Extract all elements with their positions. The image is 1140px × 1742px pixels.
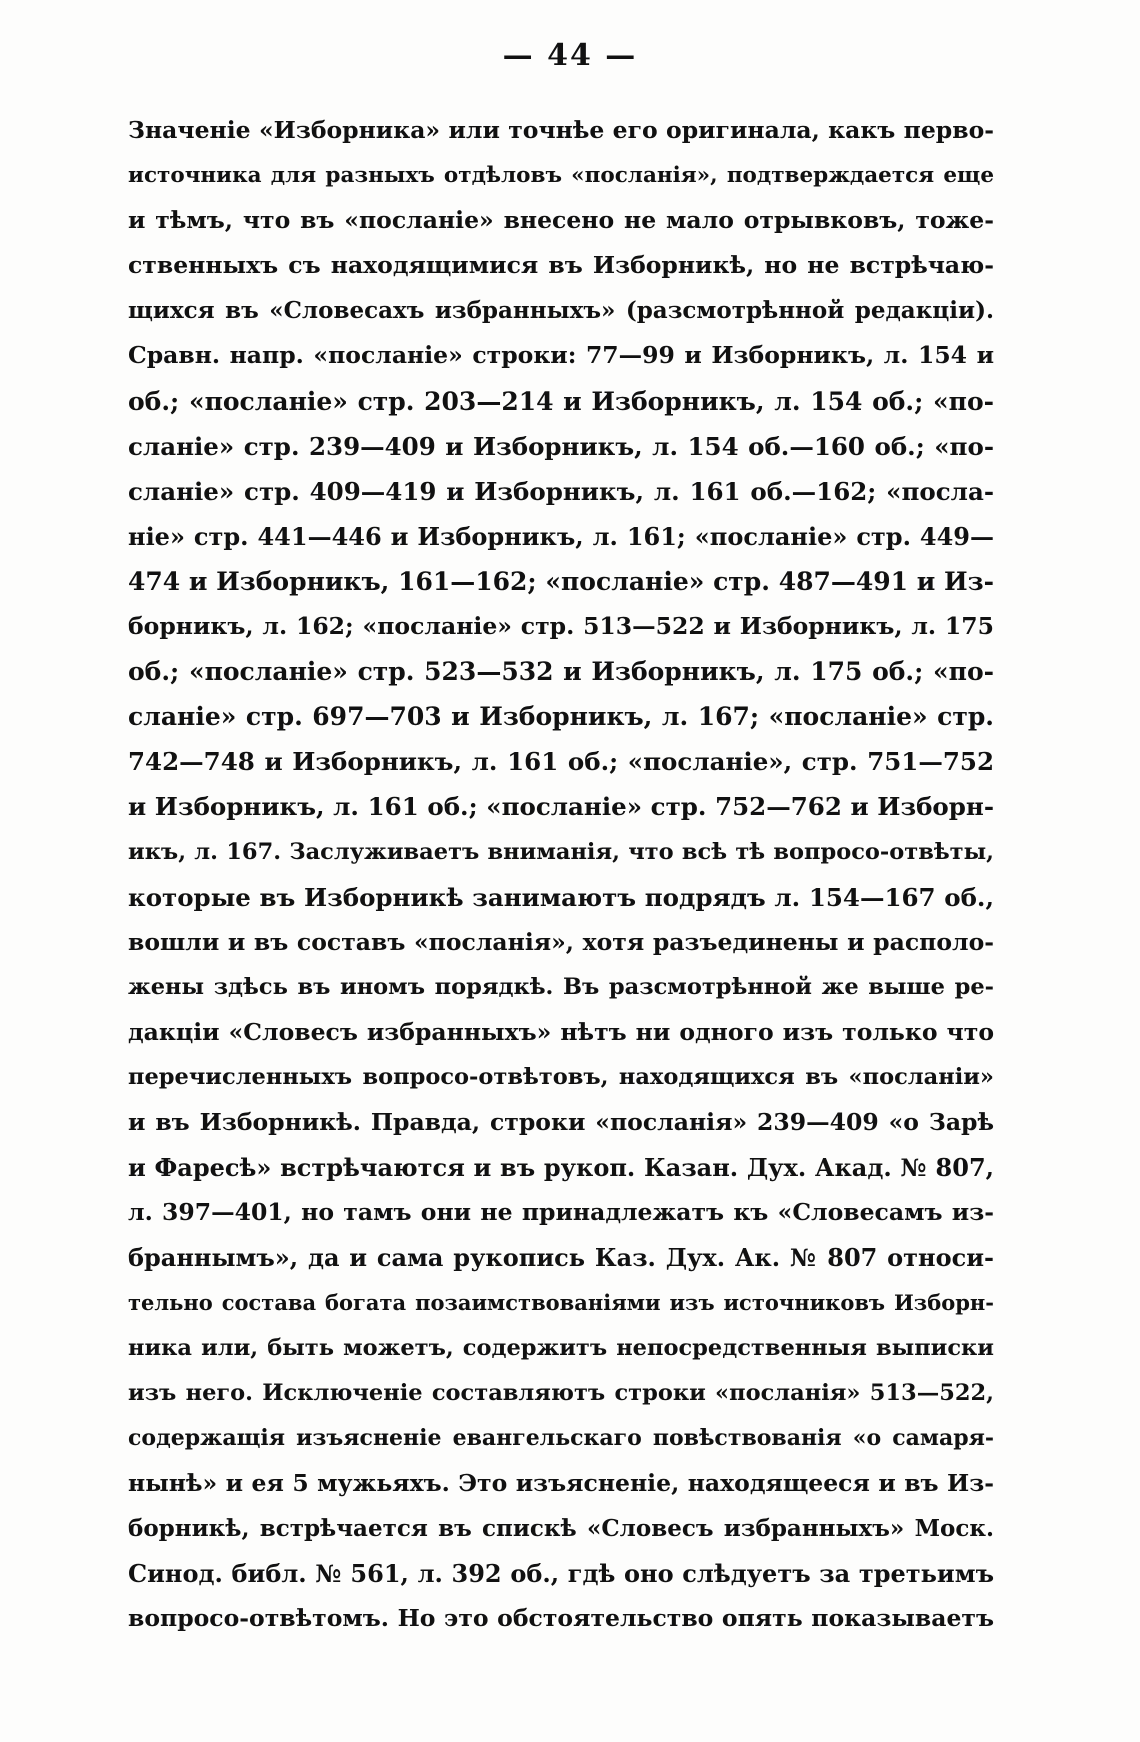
text-line: ніе» стр. 441—446 и Изборникъ, л. 161; «посланіе» стр. 449— <box>128 521 994 551</box>
text-line: и въ Изборникѣ. Правда, строки «посланія» 239—409 «о Зарѣ <box>128 1108 994 1137</box>
text-line: нынѣ» и ея 5 мужьяхъ. Это изъясненіе, находящееся и въ Из- <box>128 1468 994 1497</box>
body-text <box>128 108 994 1641</box>
text-line: Синод. библ. № 561, л. 392 об., гдѣ оно слѣдуетъ за третьимъ <box>128 1559 994 1588</box>
text-line: 474 и Изборникъ, 161—162; «посланіе» стр. 487—491 и Из- <box>128 566 994 596</box>
text-line: сланіе» стр. 239—409 и Изборникъ, л. 154 об.—160 об.; «по- <box>128 431 994 461</box>
text-line: и Фаресѣ» встрѣчаются и въ рукоп. Казан. Дух. Акад. № 807, <box>128 1153 994 1183</box>
text-line: икъ, л. 167. Заслуживаетъ вниманія, что всѣ тѣ вопросо-отвѣты, <box>128 838 994 865</box>
text-line: жены здѣсь въ иномъ порядкѣ. Въ разсмотрѣнной же выше ре- <box>128 973 994 1000</box>
text-line: сланіе» стр. 697—703 и Изборникъ, л. 167; «посланіе» стр. <box>128 702 994 732</box>
text-line: щихся въ «Словесахъ избранныхъ» (разсмотрѣнной редакціи). <box>128 297 994 325</box>
text-line: л. 397—401, но тамъ они не принадлежатъ къ «Словесамъ из- <box>128 1198 994 1227</box>
text-line: Значеніе «Изборника» или точнѣе его оригинала, какъ перво- <box>128 116 994 144</box>
text-line: ника или, быть можетъ, содержитъ непосредственныя выписки <box>128 1334 994 1361</box>
text-line: сланіе» стр. 409—419 и Изборникъ, л. 161 об.—162; «посла- <box>128 476 994 506</box>
text-line: тельно состава богата позаимствованіями изъ источниковъ Изборн- <box>128 1290 994 1316</box>
text-line: которые въ Изборникѣ занимаютъ подрядъ л. 154—167 об., <box>128 882 994 912</box>
text-line: источника для разныхъ отдѣловъ «посланія», подтверждается еще <box>128 163 994 189</box>
text-line: перечисленныхъ вопросо-отвѣтовъ, находящихся въ «посланіи» <box>128 1063 994 1090</box>
text-line: борникъ, л. 162; «посланіе» стр. 513—522 и Изборникъ, л. 175 <box>128 612 994 641</box>
text-line: вопросо-отвѣтомъ. Но это обстоятельство опять показываетъ <box>128 1604 994 1633</box>
page-number: — 44 — <box>502 38 638 73</box>
text-line: изъ него. Исключеніе составляютъ строки «посланія» 513—522, <box>128 1379 994 1406</box>
text-line: об.; «посланіе» стр. 203—214 и Изборникъ, л. 154 об.; «по- <box>128 386 994 416</box>
text-line: Сравн. напр. «посланіе» строки: 77—99 и Изборникъ, л. 154 и <box>128 341 994 370</box>
text-line: содержащія изъясненіе евангельскаго повѣствованія «о самаря- <box>128 1424 994 1451</box>
text-line: 742—748 и Изборникъ, л. 161 об.; «посланіе», стр. 751—752 <box>128 747 994 777</box>
text-line: ственныхъ съ находящимися въ Изборникѣ, но не встрѣчаю- <box>128 251 994 280</box>
text-line: вошли и въ составъ «посланія», хотя разъединены и располо- <box>128 927 994 956</box>
text-line: дакціи «Словесъ избранныхъ» нѣтъ ни одного изъ только что <box>128 1017 994 1046</box>
text-line: об.; «посланіе» стр. 523—532 и Изборникъ, л. 175 об.; «по- <box>128 657 994 687</box>
text-line: борникѣ, встрѣчается въ спискѣ «Словесъ избранныхъ» Моск. <box>128 1514 994 1542</box>
text-line: браннымъ», да и сама рукопись Каз. Дух. Ак. № 807 относи- <box>128 1243 994 1273</box>
text-line: и тѣмъ, что въ «посланіе» внесено не мало отрывковъ, тоже- <box>128 206 994 235</box>
text-line: и Изборникъ, л. 161 об.; «посланіе» стр. 752—762 и Изборн- <box>128 792 994 822</box>
